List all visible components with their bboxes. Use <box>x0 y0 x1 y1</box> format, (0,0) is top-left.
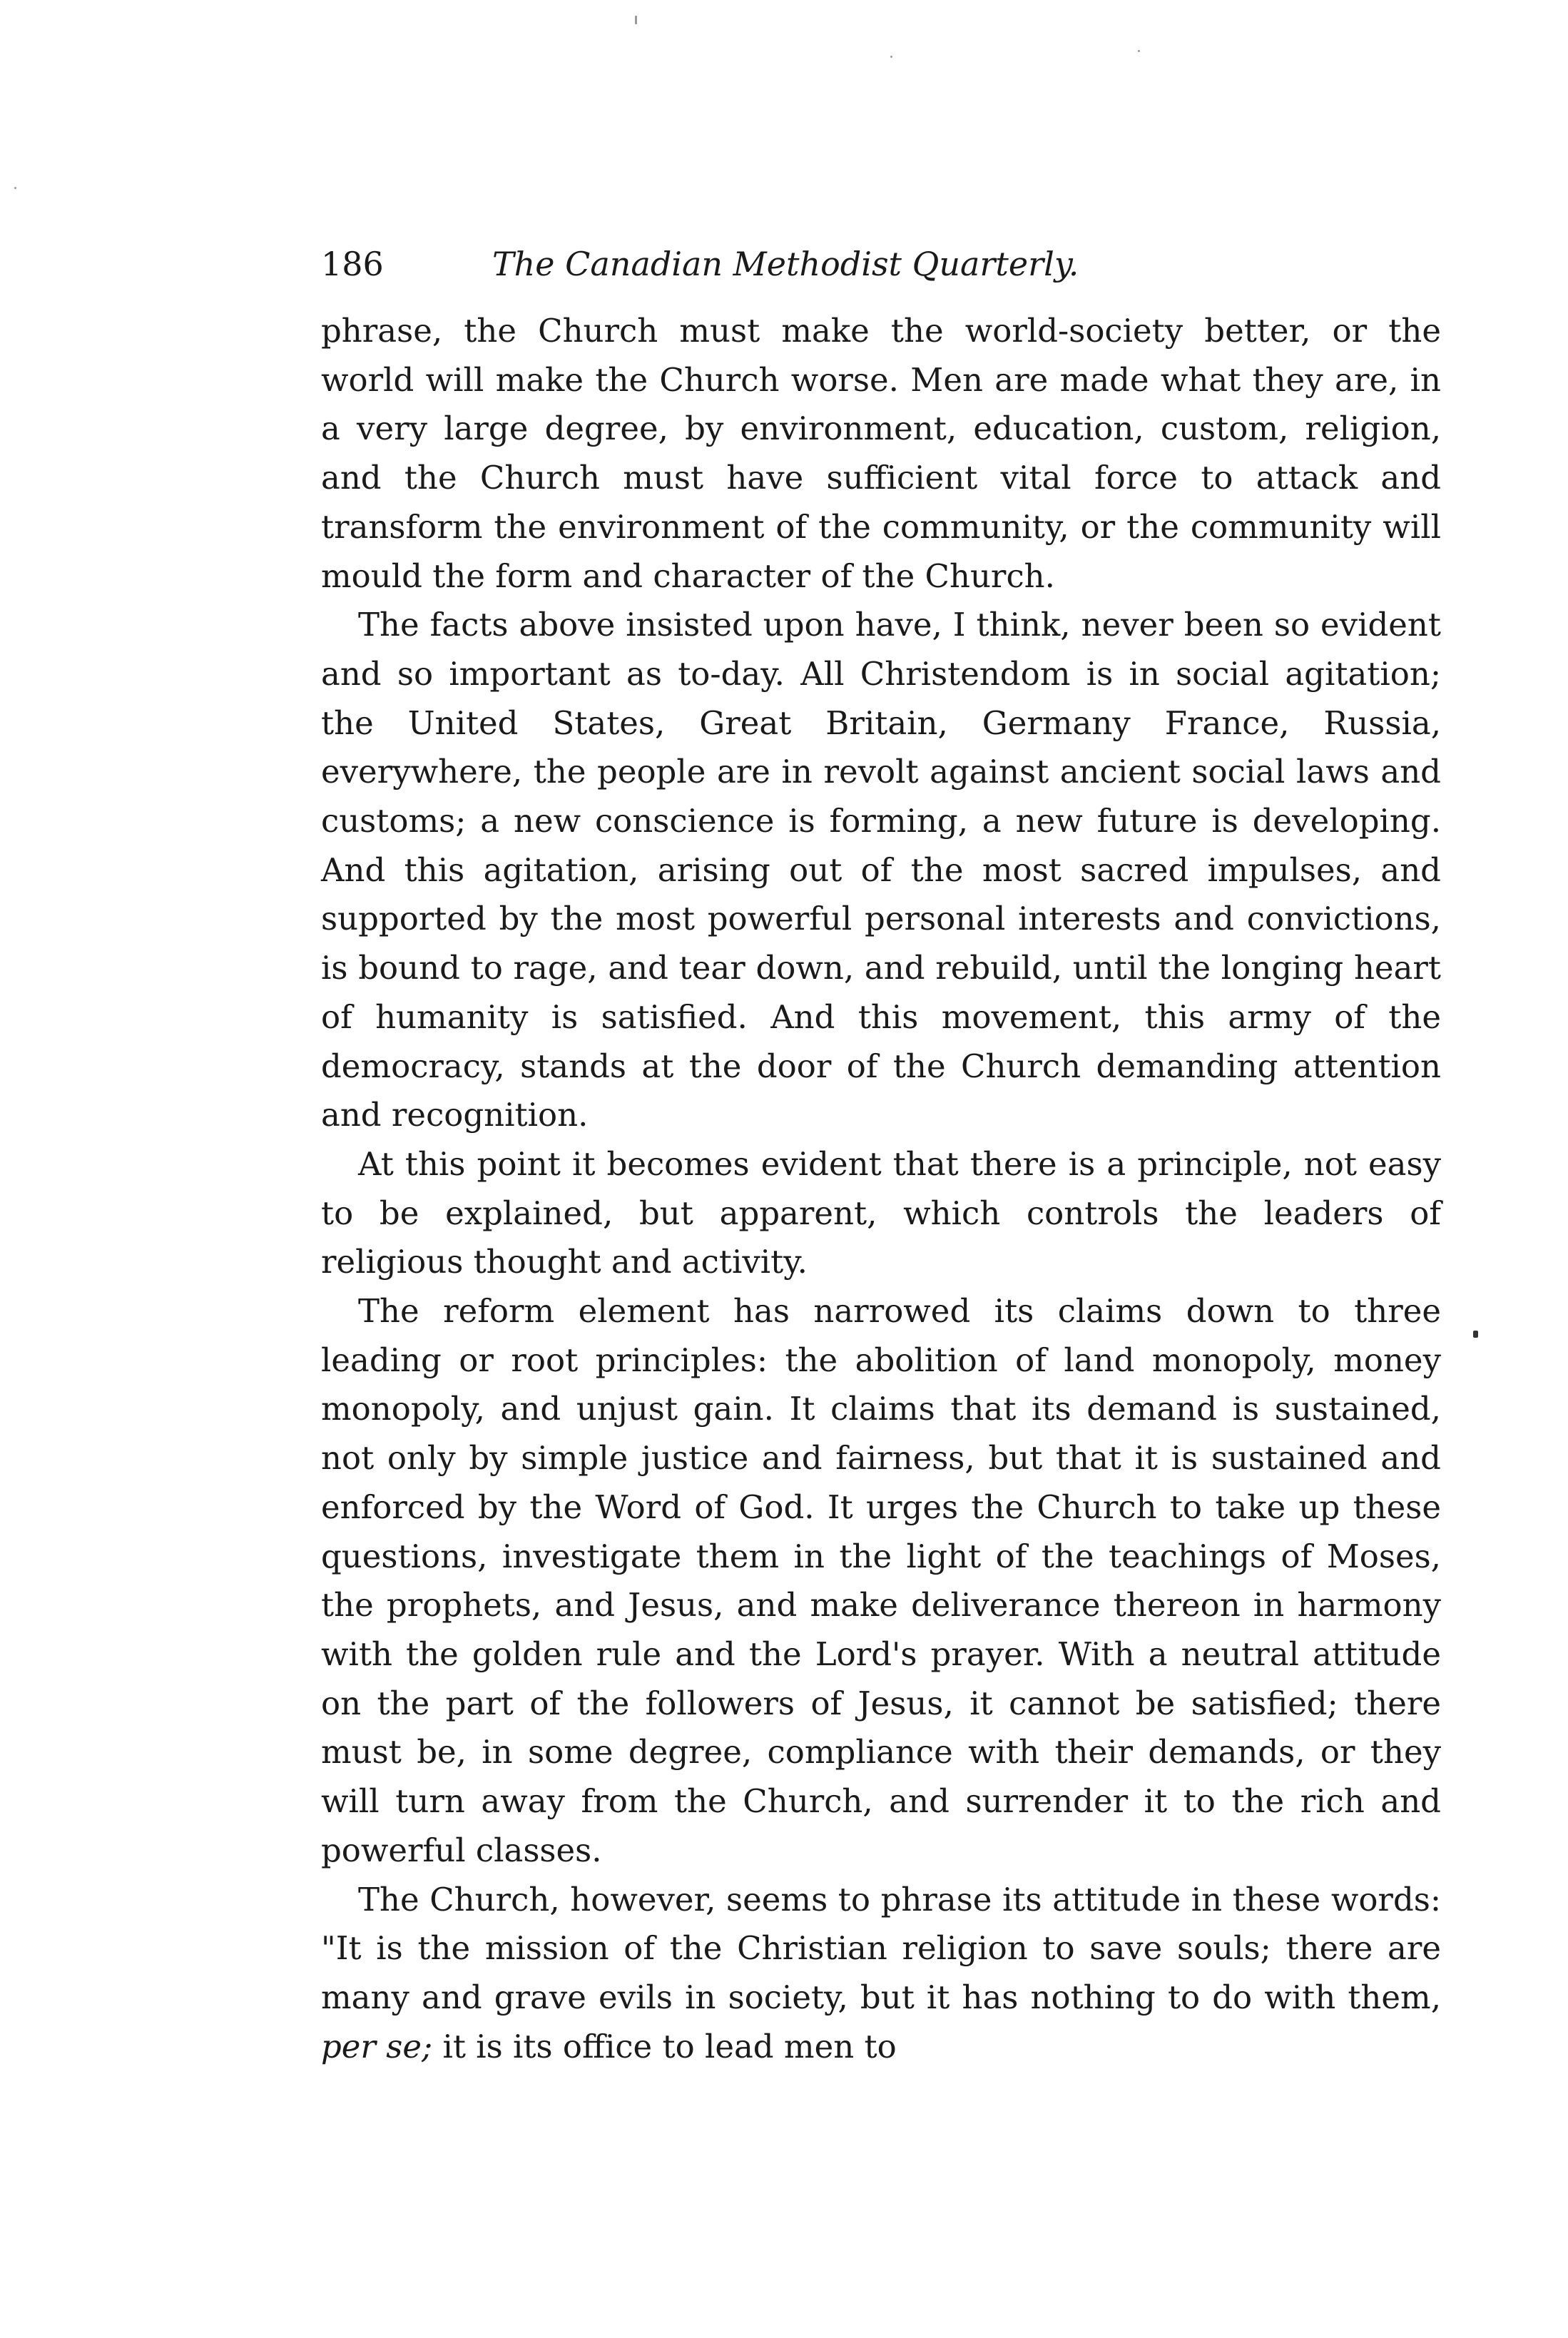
scan-speck <box>14 187 16 189</box>
book-page <box>321 235 1441 2071</box>
scan-speck <box>890 56 892 58</box>
paragraph-continued: phrase, the Church must make the world-society better, or the world will make the Church worse. Men are made what they are, in a very large degree, by environment, education, custom, religion, and the Church must have sufficient vital force to attack and transform the environment of the community, or the community will mould the form and character of the Church. <box>321 312 1441 595</box>
paragraph-church-attitude <box>321 1876 1441 2072</box>
latin-phrase: per se; <box>321 2027 433 2065</box>
paragraph-church-attitude-start: The Church, however, seems to phrase its attitude in these words: "It is the mission of the Christian religion to save souls; there are many and grave evils in society, but it has nothing to do with them, <box>321 1880 1441 2016</box>
paragraph-principle: At this point it becomes evident that there is a principle, not easy to be explained, but apparent, which controls the leaders of religious thought and activity. <box>321 1144 1441 1281</box>
paragraph-church-attitude-end: it is its office to lead men to <box>432 2027 897 2065</box>
paragraph-facts-insisted: The facts above insisted upon have, I think, never been so evident and so important as to-day. All Christendom is in social agitation; the United States, Great Britain, Germany France, Russia, everywhere, the people are in revolt against ancient social laws and customs; a new conscience is forming, a new future is developing. And this agitation, arising out of the most sacred impulses, and supported by the most powerful personal interests and convictions, is bound to rage, and tear down, and rebuild, until the longing heart of humanity is satisfied. And this movement, this army of the democracy, stands at the door of the Church demanding attention and recognition. <box>321 606 1441 1134</box>
paragraph-reform-element: The reform element has narrowed its claims down to three leading or root principles: the abolition of land monopoly, money monopoly, and unjust gain. It claims that its demand is sustained, not only by simple justice and fairness, but that it is sustained and enforced by the Word of God. It urges the Church to take up these questions, investigate them in the light of the teachings of Moses, the prophets, and Jesus, and make deliverance thereon in harmony with the golden rule and the Lord's prayer. With a neutral attitude on the part of the followers of Jesus, it cannot be satisfied; there must be, in some degree, compliance with their demands, or they will turn away from the Church, and surrender it to the rich and powerful classes. <box>321 1292 1441 1869</box>
running-head <box>321 235 1441 293</box>
scan-speck <box>1138 50 1140 52</box>
margin-ink-mark <box>1473 1331 1478 1338</box>
body-text <box>321 307 1441 2071</box>
scan-speck <box>635 16 637 24</box>
page-number: 186 <box>321 245 384 283</box>
journal-title: The Canadian Methodist Quarterly. <box>492 245 1079 283</box>
